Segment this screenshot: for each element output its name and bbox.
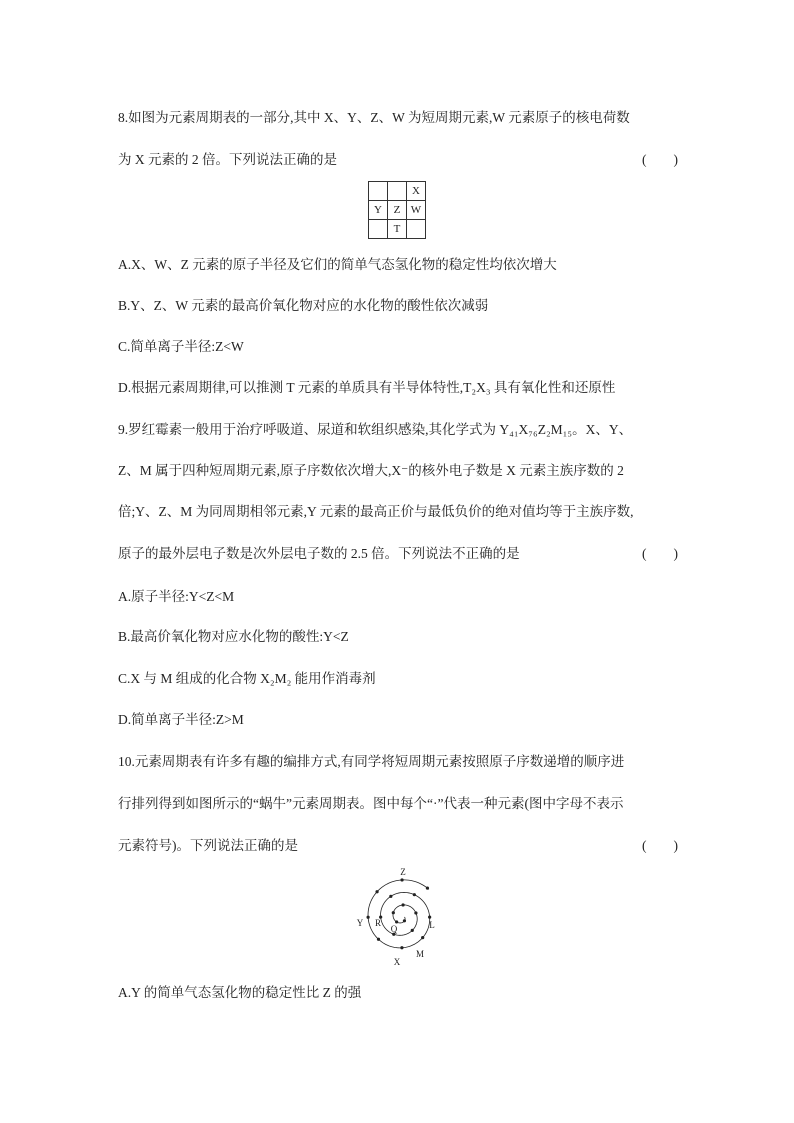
element-dot <box>392 911 395 914</box>
q9-option-d: D.简单离子半径:Z>M <box>118 712 244 727</box>
periodic-table-fragment <box>368 181 426 239</box>
q10-option-a: A.Y 的简单气态氢化物的稳定性比 Z 的强 <box>118 985 362 1000</box>
q10-stem-line-1: 10.元素周期表有许多有趣的编排方式,有同学将短周期元素按照原子序数递增的顺序进 <box>118 754 625 769</box>
q8-option-c: C.简单离子半径:Z<W <box>118 339 244 354</box>
q10-stem-line-3: 元素符号)。下列说法正确的是 <box>118 838 298 853</box>
label-r: R <box>374 918 382 928</box>
table-cell: X <box>407 182 426 201</box>
q9-stem-line-1: 9.罗红霉素一般用于治疗呼吸道、尿道和软组织感染,其化学式为 Y₄₁X₇₆Z₂M₁₅。X、Y、 <box>118 422 633 437</box>
q9-stem-line-2: Z、M 属于四种短周期元素,原子序数依次增大,X⁻的核外电子数是 X 元素主族序数的 2 <box>118 463 624 478</box>
q9-option-b: B.最高价氧化物对应水化物的酸性:Y<Z <box>118 629 349 644</box>
spiral-line <box>368 880 430 948</box>
q8-option-a: A.X、W、Z 元素的原子半径及它们的简单气态氢化物的稳定性均依次增大 <box>118 257 557 272</box>
label-z: Z <box>400 867 406 877</box>
snail-periodic-table-diagram <box>340 862 464 972</box>
label-l: L <box>429 920 435 930</box>
label-y: Y <box>356 918 364 928</box>
element-dot <box>400 946 403 949</box>
element-dot <box>414 911 417 914</box>
element-dot <box>421 936 424 939</box>
table-cell: W <box>407 201 426 220</box>
q8-answer-bracket: ( ) <box>642 152 678 167</box>
q8-stem-line-2: 为 X 元素的 2 倍。下列说法正确的是 <box>118 152 337 167</box>
q9-option-a: A.原子半径:Y<Z<M <box>118 589 235 604</box>
element-dot <box>411 929 414 932</box>
q8-option-d: D.根据元素周期律,可以推测 T 元素的单质具有半导体特性,T₂X₃ 具有氧化性和还原性 <box>118 380 616 395</box>
table-cell: T <box>388 220 407 239</box>
q9-stem-line-4: 原子的最外层电子数是次外层电子数的 2.5 倍。下列说法不正确的是 <box>118 546 520 561</box>
table-cell <box>369 182 388 201</box>
label-x: X <box>393 957 401 967</box>
element-dot <box>403 919 406 922</box>
q8-stem-line-1: 8.如图为元素周期表的一部分,其中 X、Y、Z、W 为短周期元素,W 元素原子的核电荷数 <box>118 110 630 125</box>
table-cell <box>407 220 426 239</box>
element-dot <box>377 938 380 941</box>
q8-option-b: B.Y、Z、W 元素的最高价氧化物对应的水化物的酸性依次减弱 <box>118 298 489 313</box>
element-dot <box>426 886 429 889</box>
element-dot <box>400 878 403 881</box>
q9-option-c: C.X 与 M 组成的化合物 X₂M₂ 能用作消毒剂 <box>118 671 376 686</box>
label-q: Q <box>390 924 398 934</box>
element-dot <box>367 916 370 919</box>
element-dot <box>389 895 392 898</box>
element-dot <box>428 916 431 919</box>
table-cell <box>369 220 388 239</box>
q10-stem-line-2: 行排列得到如图所示的“蜗牛”元素周期表。图中每个“·”代表一种元素(图中字母不表示 <box>118 796 624 811</box>
q9-answer-bracket: ( ) <box>642 546 678 561</box>
table-cell: Z <box>388 201 407 220</box>
table-cell: Y <box>369 201 388 220</box>
q10-answer-bracket: ( ) <box>642 838 678 853</box>
element-dot <box>375 890 378 893</box>
label-m: M <box>415 949 425 959</box>
table-cell <box>388 182 407 201</box>
element-dot <box>413 893 416 896</box>
q9-stem-line-3: 倍;Y、Z、M 为同周期相邻元素,Y 元素的最高正价与最低负价的绝对值均等于主族序数, <box>118 504 634 519</box>
element-dot <box>401 903 404 906</box>
